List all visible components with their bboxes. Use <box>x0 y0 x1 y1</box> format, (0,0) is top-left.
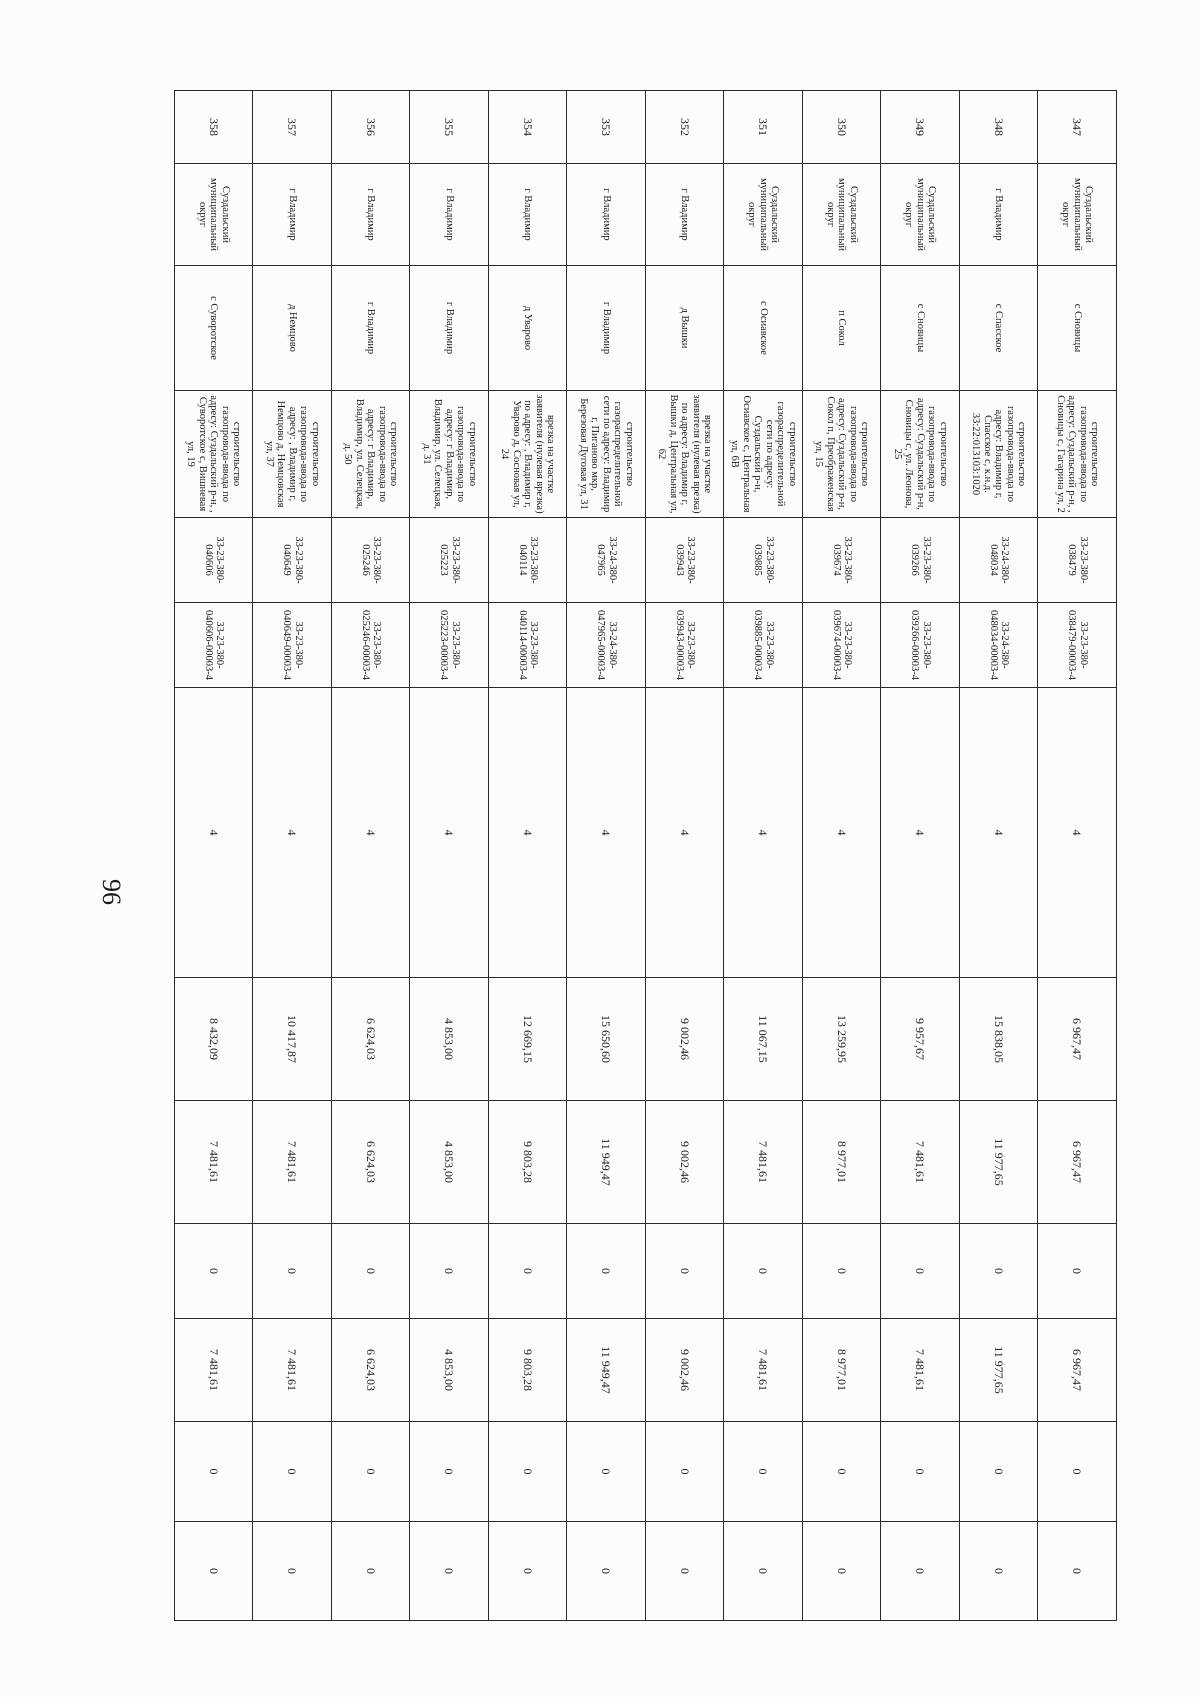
description-cell: строительство газопровода-ввода по адресу: Суздальский р-н, Сокол п, Преображенская ул, 15 <box>803 391 882 518</box>
municipality-cell: г Владимир <box>253 164 332 266</box>
table-row <box>410 91 489 1621</box>
row-number: 350 <box>803 91 882 164</box>
request-code-cell: 33-24-380-047965 <box>567 518 646 603</box>
municipality-cell: г Владимир <box>960 164 1039 266</box>
description-cell: строительство газопровода-ввода по адресу: , Владимир г, Немцово д, Немцовская ул, 37 <box>253 391 332 518</box>
category-cell: 4 <box>332 688 411 978</box>
value-6-cell: 0 <box>803 1522 882 1621</box>
settlement-cell: с Осиавское <box>724 266 803 391</box>
value-1-cell: 10 417,87 <box>253 978 332 1101</box>
value-1-cell: 8 432,09 <box>175 978 254 1101</box>
value-1-cell: 15 650,60 <box>567 978 646 1101</box>
request-code-cell: 33-23-380-038479 <box>1038 518 1117 603</box>
description-cell: строительство газопровода-ввода по адресу: Суздальский р-н, , Сновицы с, Гагарина ул, 2 <box>1038 391 1117 518</box>
category-cell: 4 <box>803 688 882 978</box>
category-cell: 4 <box>489 688 568 978</box>
request-code-cell: 33-23-380-040649 <box>253 518 332 603</box>
value-3-cell: 0 <box>646 1224 725 1319</box>
table-row <box>881 91 960 1621</box>
contract-code-cell: 33-23-380-040114-00003-4 <box>489 603 568 688</box>
row-number: 355 <box>410 91 489 164</box>
table-row <box>489 91 568 1621</box>
description-cell: врезка на участке заявителя (нулевая врезка) по адресу: Владимир г, Вышки д, Центральная ул, 62 <box>646 391 725 518</box>
value-6-cell: 0 <box>253 1522 332 1621</box>
settlement-cell: г Владимир <box>410 266 489 391</box>
value-2-cell: 7 481,61 <box>253 1101 332 1224</box>
value-3-cell: 0 <box>489 1224 568 1319</box>
municipality-cell: г Владимир <box>332 164 411 266</box>
category-cell: 4 <box>881 688 960 978</box>
value-1-cell: 9 957,67 <box>881 978 960 1101</box>
value-3-cell: 0 <box>881 1224 960 1319</box>
row-number: 349 <box>881 91 960 164</box>
value-4-cell: 9 002,46 <box>646 1319 725 1422</box>
category-cell: 4 <box>724 688 803 978</box>
value-6-cell: 0 <box>646 1522 725 1621</box>
table-row <box>567 91 646 1621</box>
value-4-cell: 11 977,65 <box>960 1319 1039 1422</box>
value-5-cell: 0 <box>410 1422 489 1522</box>
value-2-cell: 11 949,47 <box>567 1101 646 1224</box>
value-5-cell: 0 <box>332 1422 411 1522</box>
table-holder <box>175 90 1117 1620</box>
value-4-cell: 4 853,00 <box>410 1319 489 1422</box>
settlement-cell: г Владимир <box>567 266 646 391</box>
description-cell: строительство газораспределительной сети по адресу: Суздальский р-н, Осиавское с, Центральная ул, 6В <box>724 391 803 518</box>
value-2-cell: 6 624,03 <box>332 1101 411 1224</box>
value-5-cell: 0 <box>1038 1422 1117 1522</box>
value-4-cell: 9 803,28 <box>489 1319 568 1422</box>
row-number: 348 <box>960 91 1039 164</box>
value-3-cell: 0 <box>960 1224 1039 1319</box>
value-6-cell: 0 <box>1038 1522 1117 1621</box>
value-1-cell: 15 838,05 <box>960 978 1039 1101</box>
row-number: 353 <box>567 91 646 164</box>
value-4-cell: 8 977,01 <box>803 1319 882 1422</box>
value-1-cell: 6 967,47 <box>1038 978 1117 1101</box>
value-6-cell: 0 <box>960 1522 1039 1621</box>
row-number: 357 <box>253 91 332 164</box>
value-4-cell: 11 949,47 <box>567 1319 646 1422</box>
contract-code-cell: 33-23-380-040606-00003-4 <box>175 603 254 688</box>
table-row <box>253 91 332 1621</box>
value-6-cell: 0 <box>881 1522 960 1621</box>
table-row <box>175 91 254 1621</box>
description-cell: строительство газораспределительной сети по адресу: Владимир г, Пиганово мкр, Березовая Дуговая ул, 31 <box>567 391 646 518</box>
request-code-cell: 33-23-380-039674 <box>803 518 882 603</box>
value-1-cell: 6 624,03 <box>332 978 411 1101</box>
municipality-cell: г Владимир <box>567 164 646 266</box>
municipality-cell: Суздальский муниципальный округ <box>803 164 882 266</box>
settlement-cell: д Вышки <box>646 266 725 391</box>
row-number: 354 <box>489 91 568 164</box>
contract-code-cell: 33-24-380-048034-00003-4 <box>960 603 1039 688</box>
value-6-cell: 0 <box>489 1522 568 1621</box>
value-3-cell: 0 <box>175 1224 254 1319</box>
contract-code-cell: 33-23-380-038479-00003-4 <box>1038 603 1117 688</box>
municipality-cell: Суздальский муниципальный округ <box>881 164 960 266</box>
request-code-cell: 33-23-380-025223 <box>410 518 489 603</box>
table-body <box>175 91 1117 1621</box>
value-3-cell: 0 <box>1038 1224 1117 1319</box>
table-row <box>960 91 1039 1621</box>
description-cell: строительство газопровода-ввода по адресу: Владимир г, Спасское с, к.н.д. 33:22:013103:1020 <box>960 391 1039 518</box>
category-cell: 4 <box>410 688 489 978</box>
value-1-cell: 13 259,95 <box>803 978 882 1101</box>
category-cell: 4 <box>175 688 254 978</box>
value-2-cell: 7 481,61 <box>724 1101 803 1224</box>
value-2-cell: 9 002,46 <box>646 1101 725 1224</box>
value-5-cell: 0 <box>646 1422 725 1522</box>
contract-code-cell: 33-23-380-040649-00003-4 <box>253 603 332 688</box>
municipality-cell: Суздальский муниципальный округ <box>1038 164 1117 266</box>
value-3-cell: 0 <box>253 1224 332 1319</box>
value-5-cell: 0 <box>567 1422 646 1522</box>
value-1-cell: 11 067,15 <box>724 978 803 1101</box>
value-2-cell: 11 977,65 <box>960 1101 1039 1224</box>
settlement-cell: с Суворотское <box>175 266 254 391</box>
row-number: 358 <box>175 91 254 164</box>
table-row <box>646 91 725 1621</box>
request-code-cell: 33-23-380-039266 <box>881 518 960 603</box>
settlement-cell: г Владимир <box>332 266 411 391</box>
value-4-cell: 7 481,61 <box>253 1319 332 1422</box>
municipality-cell: г Владимир <box>646 164 725 266</box>
category-cell: 4 <box>960 688 1039 978</box>
row-number: 356 <box>332 91 411 164</box>
value-4-cell: 6 624,03 <box>332 1319 411 1422</box>
value-2-cell: 7 481,61 <box>881 1101 960 1224</box>
table-row <box>1038 91 1117 1621</box>
rotated-table-frame <box>175 90 1117 1620</box>
value-1-cell: 9 002,46 <box>646 978 725 1101</box>
settlement-cell: д Уварово <box>489 266 568 391</box>
value-4-cell: 7 481,61 <box>724 1319 803 1422</box>
value-3-cell: 0 <box>410 1224 489 1319</box>
value-1-cell: 12 669,15 <box>489 978 568 1101</box>
category-cell: 4 <box>567 688 646 978</box>
request-code-cell: 33-23-380-039943 <box>646 518 725 603</box>
value-6-cell: 0 <box>567 1522 646 1621</box>
contract-code-cell: 33-23-380-025246-00003-4 <box>332 603 411 688</box>
value-2-cell: 9 803,28 <box>489 1101 568 1224</box>
row-number: 352 <box>646 91 725 164</box>
value-2-cell: 8 977,01 <box>803 1101 882 1224</box>
value-4-cell: 6 967,47 <box>1038 1319 1117 1422</box>
description-cell: строительство газопровода-ввода по адресу: Суздальский р-н, Сновицы с, ул. Леонова, 25 <box>881 391 960 518</box>
value-6-cell: 0 <box>410 1522 489 1621</box>
value-5-cell: 0 <box>803 1422 882 1522</box>
request-code-cell: 33-23-380-040606 <box>175 518 254 603</box>
value-5-cell: 0 <box>724 1422 803 1522</box>
value-6-cell: 0 <box>332 1522 411 1621</box>
registry-table <box>174 90 1117 1621</box>
row-number: 347 <box>1038 91 1117 164</box>
table-row <box>332 91 411 1621</box>
contract-code-cell: 33-23-380-039943-00003-4 <box>646 603 725 688</box>
request-code-cell: 33-23-380-025246 <box>332 518 411 603</box>
value-2-cell: 4 853,00 <box>410 1101 489 1224</box>
request-code-cell: 33-23-380-039885 <box>724 518 803 603</box>
value-2-cell: 6 967,47 <box>1038 1101 1117 1224</box>
settlement-cell: с Сновицы <box>881 266 960 391</box>
settlement-cell: с Спасское <box>960 266 1039 391</box>
settlement-cell: д Немцово <box>253 266 332 391</box>
municipality-cell: г Владимир <box>410 164 489 266</box>
value-3-cell: 0 <box>724 1224 803 1319</box>
value-3-cell: 0 <box>803 1224 882 1319</box>
value-5-cell: 0 <box>489 1422 568 1522</box>
table-row <box>803 91 882 1621</box>
table-row <box>724 91 803 1621</box>
municipality-cell: Суздальский муниципальный округ <box>724 164 803 266</box>
municipality-cell: Суздальский муниципальный округ <box>175 164 254 266</box>
value-3-cell: 0 <box>332 1224 411 1319</box>
value-5-cell: 0 <box>960 1422 1039 1522</box>
request-code-cell: 33-24-380-048034 <box>960 518 1039 603</box>
value-1-cell: 4 853,00 <box>410 978 489 1101</box>
value-5-cell: 0 <box>175 1422 254 1522</box>
municipality-cell: г Владимир <box>489 164 568 266</box>
category-cell: 4 <box>253 688 332 978</box>
value-6-cell: 0 <box>175 1522 254 1621</box>
contract-code-cell: 33-24-380-047965-00003-4 <box>567 603 646 688</box>
value-2-cell: 7 481,61 <box>175 1101 254 1224</box>
contract-code-cell: 33-23-380-039674-00003-4 <box>803 603 882 688</box>
category-cell: 4 <box>646 688 725 978</box>
description-cell: строительство газопровода-ввода по адресу: Суздальский р-н, , Суворотское с, Вишневая ул, 19 <box>175 391 254 518</box>
value-5-cell: 0 <box>253 1422 332 1522</box>
settlement-cell: с Сновицы <box>1038 266 1117 391</box>
description-cell: врезка на участке заявителя (нулевая врезка) по адресу: , Владимир г, Уварово д, Сосновая ул, 24 <box>489 391 568 518</box>
contract-code-cell: 33-23-380-025223-00003-4 <box>410 603 489 688</box>
page-number: 96 <box>97 879 126 905</box>
row-number: 351 <box>724 91 803 164</box>
contract-code-cell: 33-23-380-039266-00003-4 <box>881 603 960 688</box>
value-4-cell: 7 481,61 <box>881 1319 960 1422</box>
settlement-cell: п Сокол <box>803 266 882 391</box>
value-3-cell: 0 <box>567 1224 646 1319</box>
request-code-cell: 33-23-380-040114 <box>489 518 568 603</box>
contract-code-cell: 33-23-380-039885-00003-4 <box>724 603 803 688</box>
description-cell: строительство газопровода-ввода по адресу: г Владимир, Владимир, ул. Селецкая, д. 50 <box>332 391 411 518</box>
category-cell: 4 <box>1038 688 1117 978</box>
value-6-cell: 0 <box>724 1522 803 1621</box>
value-4-cell: 7 481,61 <box>175 1319 254 1422</box>
value-5-cell: 0 <box>881 1422 960 1522</box>
description-cell: строительство газопровода-ввода по адресу: г Владимир, Владимир, ул. Селецкая, д. 31 <box>410 391 489 518</box>
